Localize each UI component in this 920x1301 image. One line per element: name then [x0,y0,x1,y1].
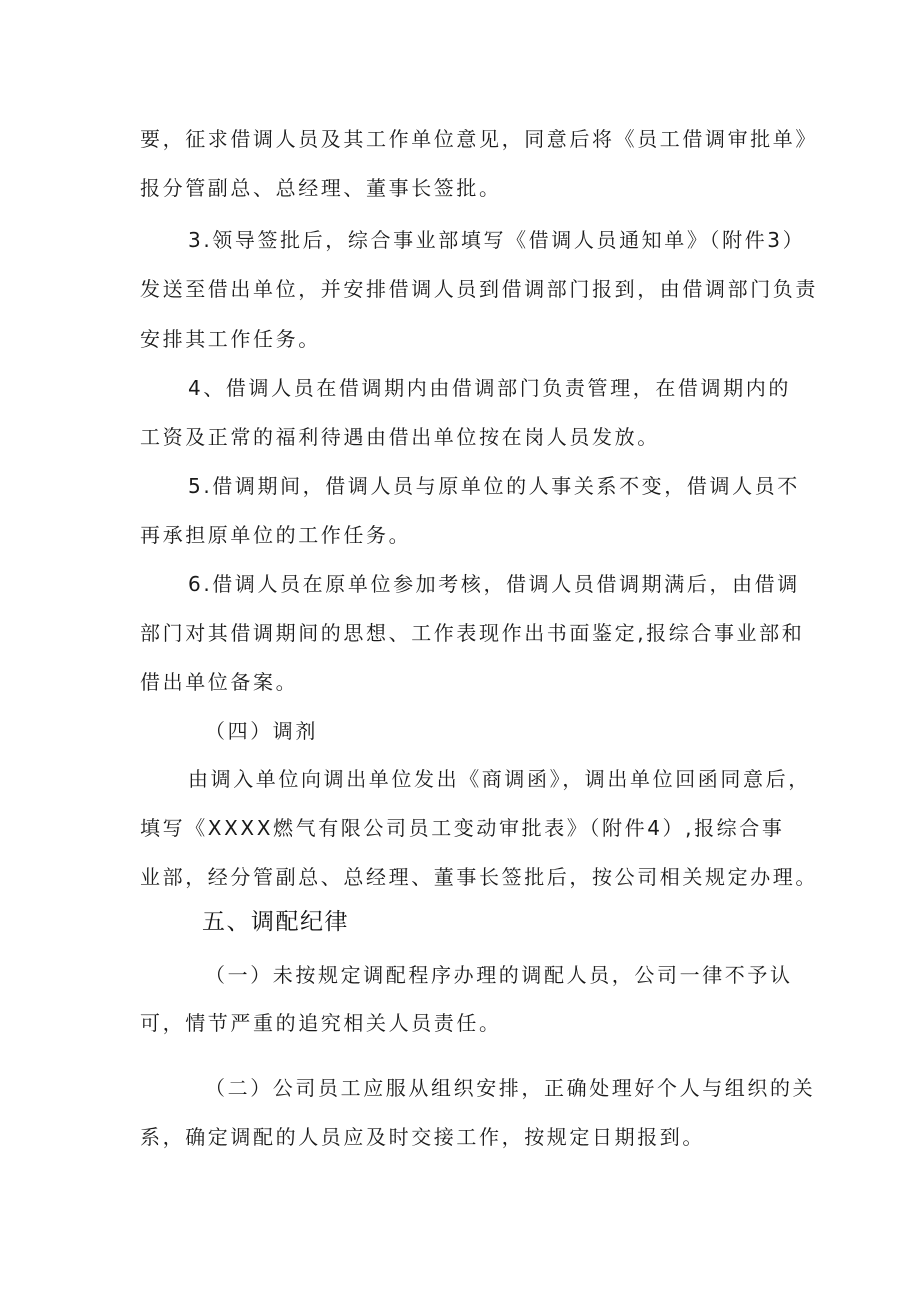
numbered-item-6: 6.借调人员在原单位参加考核，借调人员借调期满后，由借调 [188,572,800,596]
body-line: 报分管副总、总经理、董事长签批。 [140,176,502,200]
body-line: 由调入单位向调出单位发出《商调函》，调出单位回函同意后， [188,767,811,791]
subsection-heading: （四）调剂 [205,719,318,743]
body-line: 系，确定调配的人员应及时交接工作，按规定日期报到。 [140,1125,705,1149]
body-line: 再承担原单位的工作任务。 [140,523,412,547]
numbered-item-4: 4、借调人员在借调期内由借调部门负责管理，在借调期内的 [188,376,791,400]
body-line: 发送至借出单位，并安排借调人员到借调部门报到，由借调部门负责 [140,277,818,301]
body-line: 部门对其借调期间的思想、工作表现作出书面鉴定,报综合事业部和 [140,621,805,645]
body-line: 可，情节严重的追究相关人员责任。 [140,1011,502,1035]
body-line: 业部，经分管副总、总经理、董事长签批后，按公司相关规定办理。 [140,865,818,889]
body-line: 填写《XXXX燃气有限公司员工变动审批表》（附件4）,报综合事 [140,816,785,840]
numbered-item-5: 5.借调期间，借调人员与原单位的人事关系不变，借调人员不 [188,474,800,498]
section-heading: 五、调配纪律 [202,909,349,935]
body-line: 安排其工作任务。 [140,327,321,351]
body-line: 借出单位备案。 [140,670,299,694]
body-line: 要，征求借调人员及其工作单位意见，同意后将《员工借调审批单》 [140,127,818,151]
numbered-item-3: 3.领导签批后，综合事业部填写《借调人员通知单》（附件3） [188,228,806,252]
body-line: （一）未按规定调配程序办理的调配人员，公司一律不予认 [205,963,793,987]
body-line: 工资及正常的福利待遇由借出单位按在岗人员发放。 [140,425,660,449]
body-line: （二）公司员工应服从组织安排，正确处理好个人与组织的关 [205,1076,816,1100]
